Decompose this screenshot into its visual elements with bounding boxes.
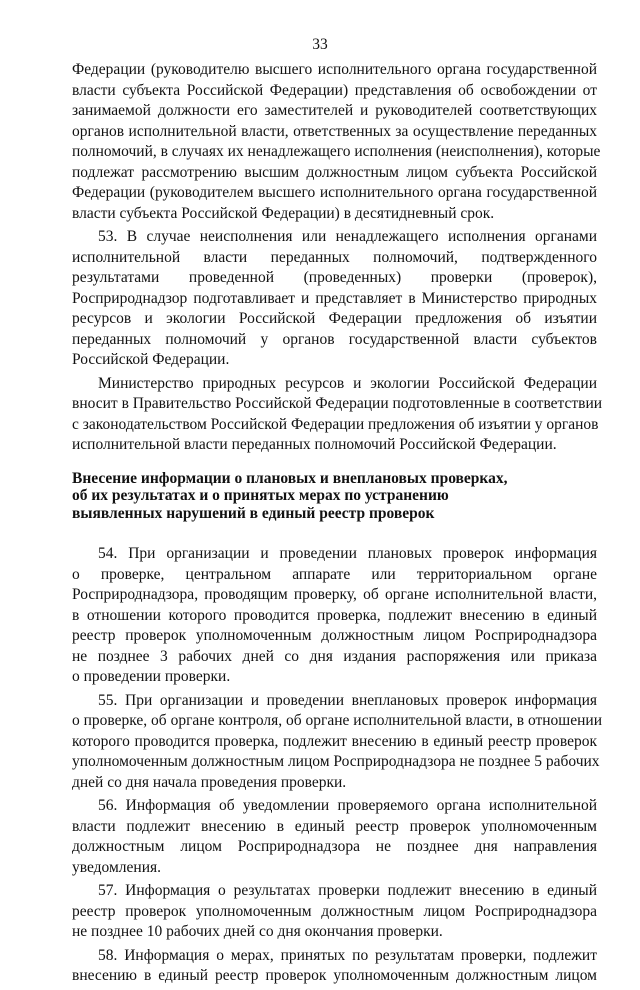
paragraph-55 — [72, 691, 603, 794]
text-line: 53. В случае неисполнения или ненадлежащего исполнения органами — [98, 228, 597, 245]
heading-line: об их результатах и о принятых мерах по устранению — [72, 487, 449, 504]
text-line: 55. При организации и проведении внеплановых проверок информация — [98, 691, 597, 709]
text-line: власти субъекта Российской Федерации) представления об освобождении от — [72, 81, 597, 99]
text-line: о проведении проверки. — [72, 668, 231, 685]
text-line: Российской Федерации. — [72, 351, 230, 368]
text-line: Федерации (руководителем высшего исполнительного органа государственной — [72, 184, 597, 201]
text-line: 54. При организации и проведении плановых проверок информация — [98, 545, 597, 562]
text-line: реестр проверок уполномоченным должностным лицом Росприроднадзора — [72, 902, 597, 920]
heading-line: Внесение информации о плановых и внеплановых проверках, — [72, 469, 508, 487]
paragraph-56 — [72, 796, 597, 878]
text-line: власти субъекта Российской Федерации) в десятидневный срок. — [72, 204, 495, 222]
paragraph-53-ministry — [72, 374, 603, 456]
text-line: внесению в единый реестр проверок уполномоченным должностным лицом — [72, 967, 597, 984]
text-line: Росприроднадзор подготавливает и представляет в Министерство природных — [72, 289, 597, 307]
section-heading — [72, 470, 597, 523]
text-line: реестр проверок уполномоченным должностным лицом Росприроднадзора — [72, 627, 597, 644]
text-line: органов исполнительной власти, ответственных за осуществление переданных — [72, 122, 597, 140]
text-line: Федерации (руководителю высшего исполнительного органа государственной — [72, 61, 597, 78]
paragraph-58 — [72, 946, 597, 987]
text-line: вносит в Правительство Российской Федерации подготовленные в соответствии — [72, 395, 603, 412]
text-line: о проверке, об органе контроля, об органе исполнительной власти, в отношении — [72, 712, 603, 729]
text-line: дней со дня начала проведения проверки. — [72, 773, 347, 791]
text-line: исполнительной власти переданных полномочий Российской Федерации. — [72, 436, 557, 453]
text-line: исполнительной власти переданных полномочий, подтвержденного — [72, 248, 597, 266]
text-line: не позднее 3 рабочих дней со дня издания распоряжения или приказа — [72, 647, 597, 665]
paragraph-54 — [72, 544, 597, 688]
text-line: которого проводится проверка, подлежит внесению в единый реестр проверок — [72, 732, 597, 750]
paragraph-57 — [72, 881, 597, 943]
text-line: о проверке, центральном аппарате или территориальном органе — [72, 565, 597, 583]
text-line: не позднее 10 рабочих дней со дня окончания проверки. — [72, 923, 443, 940]
text-line: ресурсов и экологии Российской Федерации предложения об изъятии — [72, 310, 597, 327]
text-line: подлежат рассмотрению высшим должностным лицом субъекта Российской — [72, 163, 597, 181]
text-line: 56. Информация об уведомлении проверяемого органа исполнительной — [98, 797, 597, 814]
text-line: занимаемой должности его заместителей и руководителей соответствующих — [72, 102, 597, 119]
page-number: 33 — [312, 36, 328, 53]
document-body — [72, 60, 603, 990]
text-line: власти подлежит внесению в единый реестр проверок уполномоченным — [72, 817, 597, 835]
text-line: в отношении которого проводится проверка, подлежит внесению в единый — [72, 606, 597, 624]
text-line: уполномоченным должностным лицом Росприроднадзора не позднее 5 рабочих — [72, 753, 600, 770]
text-line: результатами проведенной (проведенных) проверки (проверок), — [72, 269, 597, 286]
text-line: переданных полномочий у органов государственной власти субъектов — [72, 330, 597, 348]
text-line: с законодательством Российской Федерации предложения об изъятии у органов — [72, 415, 599, 433]
text-line: 58. Информация о мерах, принятых по результатам проверки, подлежит — [98, 946, 597, 964]
text-line: Министерство природных ресурсов и экологии Российской Федерации — [98, 374, 597, 392]
heading-line: выявленных нарушений в единый реестр проверок — [72, 504, 435, 522]
text-line: уведомления. — [72, 858, 162, 876]
paragraph-continuation — [72, 60, 601, 224]
text-line: Росприроднадзора, проводящим проверку, об органе исполнительной власти, — [72, 586, 597, 603]
text-line: 57. Информация о результатах проверки подлежит внесению в единый — [98, 882, 597, 899]
text-line: должностным лицом Росприроднадзора не позднее дня направления — [72, 838, 597, 855]
paragraph-53 — [72, 227, 597, 371]
text-line: полномочий, в случаях их ненадлежащего исполнения (неисполнения), которые — [72, 143, 601, 160]
